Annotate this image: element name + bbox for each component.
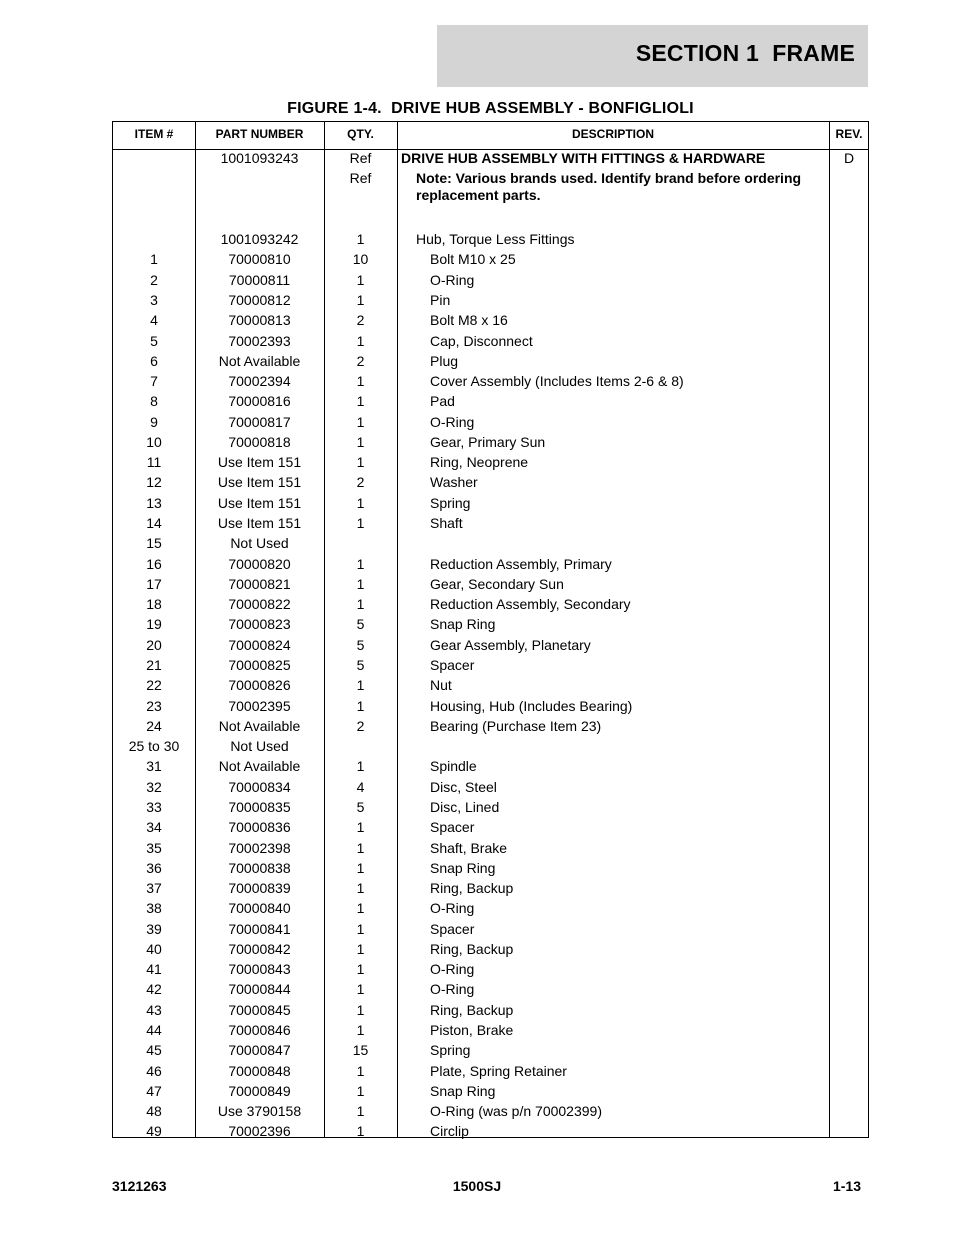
item-number-cell: 15 — [146, 535, 162, 552]
part-number-cell: 70000825 — [228, 657, 291, 673]
part-number-cell: 70000823 — [228, 616, 291, 633]
table-row — [113, 819, 868, 839]
quantity-cell: 1 — [356, 515, 365, 532]
quantity-cell: 1 — [356, 1082, 365, 1099]
part-number-cell: Not Available — [218, 758, 301, 775]
quantity-cell: 1 — [356, 413, 365, 430]
table-row — [113, 698, 868, 718]
item-number-cell: 33 — [146, 798, 162, 815]
table-row — [113, 292, 868, 312]
table-row — [113, 677, 868, 697]
revision-cell: D — [843, 150, 855, 166]
table-row — [113, 272, 868, 292]
table-row — [113, 596, 868, 616]
table-row — [113, 1002, 868, 1022]
table-row — [113, 231, 868, 251]
quantity-cell: 5 — [356, 636, 365, 653]
table-row — [113, 860, 868, 880]
table-row — [113, 981, 868, 1001]
item-number-cell: 18 — [146, 596, 162, 613]
quantity-cell: 1 — [356, 920, 365, 937]
table-row — [113, 637, 868, 657]
description-cell: Gear Assembly, Planetary — [430, 636, 591, 653]
header-item: ITEM # — [134, 127, 174, 141]
description-cell: Reduction Assembly, Secondary — [430, 596, 631, 613]
description-cell: O-Ring — [430, 981, 475, 998]
quantity-cell: 1 — [356, 231, 365, 248]
description-cell: Plate, Spring Retainer — [430, 1062, 567, 1079]
description-cell: Hub, Torque Less Fittings — [416, 231, 575, 248]
quantity-cell: 1 — [356, 677, 365, 694]
item-number-cell: 13 — [146, 494, 162, 511]
table-row — [113, 799, 868, 819]
description-cell: Snap Ring — [430, 859, 496, 876]
item-number-cell: 32 — [146, 778, 162, 795]
part-number-cell: 70000848 — [228, 1062, 291, 1079]
table-row — [113, 170, 868, 204]
item-number-cell: 45 — [146, 1042, 162, 1059]
part-number-cell: Not Available — [218, 352, 301, 369]
part-number-cell: Use Item 151 — [217, 515, 302, 532]
part-number-cell: 70000835 — [228, 798, 291, 815]
item-number-cell: 38 — [146, 900, 162, 917]
part-number-cell: 70000846 — [228, 1022, 291, 1039]
item-number-cell: 48 — [146, 1103, 162, 1120]
table-row — [113, 495, 868, 515]
quantity-cell: 2 — [356, 312, 365, 329]
description-cell: Bolt M10 x 25 — [430, 251, 516, 268]
item-number-cell: 44 — [146, 1022, 162, 1039]
table-row — [113, 616, 868, 636]
quantity-cell: 1 — [356, 433, 365, 450]
part-number-cell: 70000824 — [228, 636, 291, 653]
item-number-cell: 40 — [146, 940, 162, 957]
table-row — [113, 474, 868, 494]
table-row — [113, 556, 868, 576]
table-row — [113, 718, 868, 738]
table-row — [113, 1123, 868, 1143]
description-cell: Housing, Hub (Includes Bearing) — [430, 697, 633, 714]
table-row — [113, 312, 868, 332]
description-cell: Gear, Primary Sun — [430, 433, 546, 450]
quantity-cell: 1 — [356, 940, 365, 957]
item-number-cell: 31 — [146, 758, 162, 775]
item-number-cell: 36 — [146, 859, 162, 876]
quantity-cell: 5 — [356, 616, 365, 633]
part-number-cell: 70000840 — [228, 900, 291, 917]
table-row — [113, 576, 868, 596]
item-number-cell: 37 — [146, 880, 162, 897]
table-row — [113, 393, 868, 413]
item-number-cell: 23 — [146, 697, 162, 714]
quantity-cell: 2 — [356, 717, 365, 734]
item-number-cell: 24 — [146, 717, 162, 734]
section-title: SECTION 1 FRAME — [635, 40, 855, 66]
quantity-cell: 1 — [356, 332, 365, 349]
quantity-cell: 1 — [356, 393, 365, 410]
table-row — [113, 738, 868, 758]
description-cell: Snap Ring — [430, 1082, 496, 1099]
table-row — [113, 880, 868, 900]
quantity-cell: 1 — [356, 1123, 365, 1140]
part-number-cell: 70000845 — [228, 1001, 291, 1018]
description-cell: O-Ring — [430, 900, 475, 917]
table-row — [113, 900, 868, 920]
item-number-cell: 9 — [150, 413, 158, 430]
item-number-cell: 21 — [146, 657, 162, 673]
part-number-cell: 70000826 — [228, 677, 291, 694]
quantity-cell: 2 — [356, 352, 365, 369]
description-cell: Snap Ring — [430, 616, 496, 633]
quantity-cell: 1 — [356, 1001, 365, 1018]
item-number-cell: 17 — [146, 575, 162, 592]
quantity-cell: Ref — [349, 170, 372, 187]
description-cell: Ring, Neoprene — [430, 454, 529, 471]
item-number-cell: 1 — [150, 251, 158, 268]
table-row — [113, 941, 868, 961]
table-row — [113, 1103, 868, 1123]
quantity-cell: 1 — [356, 697, 365, 714]
description-cell: Note: Various brands used. Identify brand before ordering replacement parts. — [416, 170, 802, 204]
quantity-cell: 10 — [352, 251, 369, 268]
part-number-cell: 70000839 — [228, 880, 291, 897]
description-cell: Plug — [430, 352, 459, 369]
part-number-cell: Use Item 151 — [217, 454, 302, 471]
item-number-cell: 7 — [150, 373, 158, 390]
table-row — [113, 251, 868, 271]
part-number-cell: 70000834 — [228, 778, 291, 795]
table-row — [113, 1083, 868, 1103]
description-cell: Spring — [430, 494, 471, 511]
table-row — [113, 353, 868, 373]
description-cell: Pad — [430, 393, 455, 410]
footer-model: 1500SJ — [452, 1178, 502, 1194]
part-number-cell: 70000842 — [228, 940, 291, 957]
quantity-cell: 4 — [356, 778, 365, 795]
description-cell: Gear, Secondary Sun — [430, 575, 564, 592]
description-cell: Washer — [430, 474, 478, 491]
footer-page-number: 1-13 — [832, 1178, 861, 1194]
description-cell: Circlip — [430, 1123, 469, 1140]
part-number-cell: 70000820 — [228, 555, 291, 572]
header-rev: REV. — [835, 127, 863, 141]
footer-doc-number: 3121263 — [112, 1178, 167, 1194]
description-cell: Spindle — [430, 758, 477, 775]
quantity-cell: 1 — [356, 900, 365, 917]
item-number-cell: 5 — [150, 332, 158, 349]
item-number-cell: 41 — [146, 961, 162, 978]
description-cell: Piston, Brake — [430, 1022, 514, 1039]
quantity-cell: 1 — [356, 1022, 365, 1039]
item-number-cell: 4 — [150, 312, 158, 329]
quantity-cell: 1 — [356, 819, 365, 836]
quantity-cell: 1 — [356, 494, 365, 511]
part-number-cell: 70000813 — [228, 312, 291, 329]
item-number-cell: 3 — [150, 291, 158, 308]
item-number-cell: 11 — [146, 454, 162, 471]
quantity-cell: Ref — [349, 150, 372, 166]
part-number-cell: Use Item 151 — [217, 494, 302, 511]
table-row — [113, 1063, 868, 1083]
item-number-cell: 43 — [146, 1001, 162, 1018]
description-cell: O-Ring — [430, 271, 475, 288]
quantity-cell: 1 — [356, 1103, 365, 1120]
item-number-cell: 14 — [146, 515, 162, 532]
item-number-cell: 35 — [146, 839, 162, 856]
table-row — [113, 333, 868, 353]
part-number-cell: 70000811 — [228, 271, 291, 288]
part-number-cell: 70002398 — [228, 839, 291, 856]
part-number-cell: 70000838 — [228, 859, 291, 876]
part-number-cell: 70002393 — [228, 332, 291, 349]
quantity-cell: 1 — [356, 373, 365, 390]
part-number-cell: 1001093242 — [220, 231, 299, 248]
table-row — [113, 1022, 868, 1042]
description-cell: Pin — [430, 291, 451, 308]
part-number-cell: 70000836 — [228, 819, 291, 836]
quantity-cell: 1 — [356, 880, 365, 897]
part-number-cell: 70000812 — [228, 291, 291, 308]
table-row — [113, 515, 868, 535]
part-number-cell: Not Used — [230, 738, 289, 755]
description-cell: Reduction Assembly, Primary — [430, 555, 612, 572]
parts-table — [112, 121, 869, 1138]
quantity-cell: 1 — [356, 1062, 365, 1079]
description-cell: Disc, Steel — [430, 778, 497, 795]
quantity-cell: 5 — [356, 657, 365, 673]
table-row — [113, 150, 868, 170]
part-number-cell: 70000849 — [228, 1082, 291, 1099]
table-row — [113, 921, 868, 941]
quantity-cell: 1 — [356, 859, 365, 876]
item-number-cell: 2 — [150, 271, 158, 288]
quantity-cell: 1 — [356, 596, 365, 613]
part-number-cell: 70000844 — [228, 981, 291, 998]
table-row — [113, 414, 868, 434]
description-cell: Ring, Backup — [430, 1001, 514, 1018]
part-number-cell: Not Used — [230, 535, 289, 552]
part-number-cell: 70002396 — [228, 1123, 291, 1140]
part-number-cell: 70000841 — [228, 920, 291, 937]
description-cell: O-Ring (was p/n 70002399) — [430, 1103, 602, 1120]
quantity-cell: 5 — [356, 798, 365, 815]
item-number-cell: 34 — [146, 819, 162, 836]
item-number-cell: 16 — [146, 555, 162, 572]
quantity-cell: 15 — [352, 1042, 369, 1059]
quantity-cell: 1 — [356, 555, 365, 572]
quantity-cell: 1 — [356, 961, 365, 978]
part-number-cell: 70002394 — [228, 373, 291, 390]
table-row — [113, 535, 868, 555]
description-cell: Cover Assembly (Includes Items 2-6 & 8) — [430, 373, 684, 390]
description-cell: Ring, Backup — [430, 940, 514, 957]
item-number-cell: 25 to 30 — [128, 738, 180, 755]
part-number-cell: 1001093243 — [220, 150, 299, 166]
item-number-cell: 10 — [146, 433, 162, 450]
description-cell: Disc, Lined — [430, 798, 500, 815]
quantity-cell: 2 — [356, 474, 365, 491]
part-number-cell: 70000822 — [228, 596, 291, 613]
part-number-cell: 70000810 — [228, 251, 291, 268]
table-row — [113, 1042, 868, 1062]
table-row — [113, 961, 868, 981]
description-cell: Spring — [430, 1042, 471, 1059]
part-number-cell: Not Available — [218, 717, 301, 734]
item-number-cell: 49 — [146, 1123, 162, 1140]
description-cell: O-Ring — [430, 413, 475, 430]
description-cell: Spacer — [430, 819, 475, 836]
table-row — [113, 373, 868, 393]
item-number-cell: 39 — [146, 920, 162, 937]
item-number-cell: 8 — [150, 393, 158, 410]
part-number-cell: 70000818 — [228, 433, 291, 450]
table-row — [113, 758, 868, 778]
quantity-cell: 1 — [356, 758, 365, 775]
description-cell: Nut — [430, 677, 452, 694]
part-number-cell: 70000847 — [228, 1042, 291, 1059]
description-cell: Shaft, Brake — [430, 839, 508, 856]
description-cell: Bearing (Purchase Item 23) — [430, 717, 602, 734]
description-cell: Spacer — [430, 657, 475, 673]
item-number-cell: 22 — [146, 677, 162, 694]
table-row — [113, 657, 868, 677]
section-header — [437, 25, 868, 87]
item-number-cell: 47 — [146, 1082, 162, 1099]
header-part-number: PART NUMBER — [215, 127, 304, 141]
description-cell: Spacer — [430, 920, 475, 937]
table-row — [113, 434, 868, 454]
item-number-cell: 19 — [146, 616, 162, 633]
item-number-cell: 12 — [146, 474, 162, 491]
part-number-cell: Use Item 151 — [217, 474, 302, 491]
description-cell: O-Ring — [430, 961, 475, 978]
description-cell: Shaft — [430, 515, 463, 532]
quantity-cell: 1 — [356, 981, 365, 998]
item-number-cell: 42 — [146, 981, 162, 998]
part-number-cell: 70000817 — [228, 413, 291, 430]
quantity-cell: 1 — [356, 291, 365, 308]
description-cell: Ring, Backup — [430, 880, 514, 897]
part-number-cell: 70000843 — [228, 961, 291, 978]
item-number-cell: 46 — [146, 1062, 162, 1079]
table-row — [113, 454, 868, 474]
quantity-cell: 1 — [356, 454, 365, 471]
part-number-cell: 70002395 — [228, 697, 291, 714]
quantity-cell: 1 — [356, 575, 365, 592]
part-number-cell: 70000821 — [228, 575, 291, 592]
header-description: DESCRIPTION — [571, 127, 654, 141]
description-cell: Cap, Disconnect — [430, 332, 533, 349]
quantity-cell: 1 — [356, 839, 365, 856]
item-number-cell: 20 — [146, 636, 162, 653]
table-row — [113, 779, 868, 799]
part-number-cell: 70000816 — [228, 393, 291, 410]
description-cell: DRIVE HUB ASSEMBLY WITH FITTINGS & HARDWARE — [401, 150, 766, 166]
item-number-cell: 6 — [150, 352, 158, 369]
header-qty: QTY. — [347, 127, 374, 141]
part-number-cell: Use 3790158 — [217, 1103, 302, 1120]
quantity-cell: 1 — [356, 271, 365, 288]
figure-title: FIGURE 1-4. DRIVE HUB ASSEMBLY - BONFIGLIOLI — [287, 100, 694, 117]
table-row — [113, 840, 868, 860]
description-cell: Bolt M8 x 16 — [430, 312, 508, 329]
